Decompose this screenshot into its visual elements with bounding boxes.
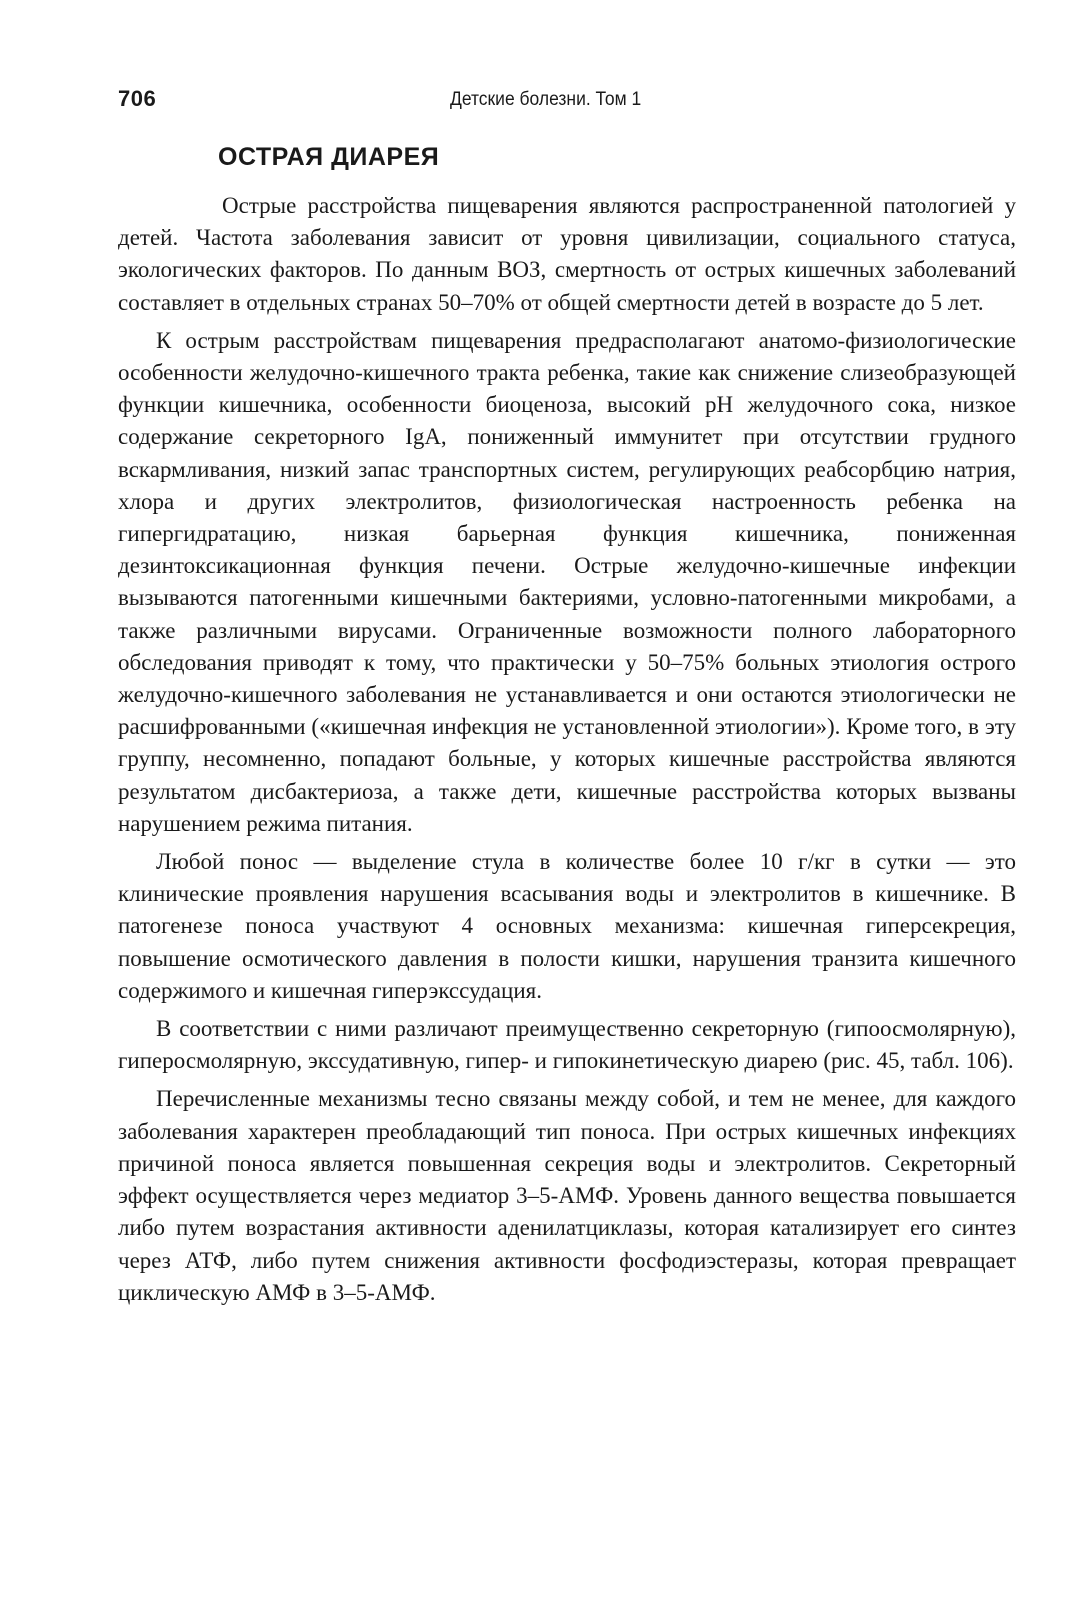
section-title: ОСТРАЯ ДИАРЕЯ [218, 143, 440, 171]
paragraph: Острые расстройства пищеварения являются распространенной патологией у детей. Частота заболевания зависит от уровня цивилизации, социального статуса, экологических факторов. По данным ВОЗ, смертность от острых кишечных заболеваний составляет в отдельных странах 50–70% от общей смертности детей в возрасте до 5 лет. [118, 193, 1016, 315]
paragraph: В соответствии с ними различают преимущественно секреторную (гипоосмолярную), гиперосмолярную, экссудативную, гипер- и гипокинетическую диарею (рис. 45, табл. 106). [118, 1016, 1016, 1074]
body-text [118, 190, 1016, 1315]
paragraph: Перечисленные механизмы тесно связаны между собой, и тем не менее, для каждого заболевания характерен преобладающий тип поноса. При острых кишечных инфекциях причиной поноса является повышенная секреция воды и электролитов. Секреторный эффект осуществляется через медиатор 3–5-АМФ. Уровень данного вещества повышается либо путем возрастания активности аденилатциклазы, которая катализирует его синтез через АТФ, либо путем снижения активности фосфодиэстеразы, которая превращает циклическую АМФ в 3–5-АМФ. [118, 1086, 1016, 1305]
page-number: 706 [118, 86, 157, 111]
paragraph: К острым расстройствам пищеварения предрасполагают анатомо-физиологические особенности желудочно-кишечного тракта ребенка, такие как снижение слизеобразующей функции кишечника, особенности биоценоза, высокий pH желудочного сока, низкое содержание секреторного IgA, пониженный иммунитет при отсутствии грудного вскармливания, низкий запас транспортных систем, регулирующих реабсорбцию натрия, хлора и других электролитов, физиологическая настроенность ребенка на гипергидратацию, низкая барьерная функция кишечника, пониженная дезинтоксикационная функция печени. Острые желудочно-кишечные инфекции вызываются патогенными кишечными бактериями, условно-патогенными микробами, а также различными вирусами. Ограниченные возможности полного лабораторного обследования приводят к тому, что практически у 50–75% больных этиология острого желудочно-кишечного заболевания не устанавливается и они остаются этиологически не расшифрованными («кишечная инфекция не установленной этиологии»). Кроме того, в эту группу, несомненно, попадают больные, у которых кишечные расстройства являются результатом дисбактериоза, а также дети, кишечные расстройства которых вызваны нарушением режима питания. [118, 327, 1016, 836]
running-header: Детские болезни. Том 1 [450, 89, 642, 110]
paragraph: Любой понос — выделение стула в количестве более 10 г/кг в сутки — это клинические проявления нарушения всасывания воды и электролитов в кишечнике. В патогенезе поноса участвуют 4 основных механизма: кишечная гиперсекреция, повышение осмотического давления в полости кишки, нарушения транзита кишечного содержимого и кишечная гиперэкссудация. [118, 849, 1016, 1003]
